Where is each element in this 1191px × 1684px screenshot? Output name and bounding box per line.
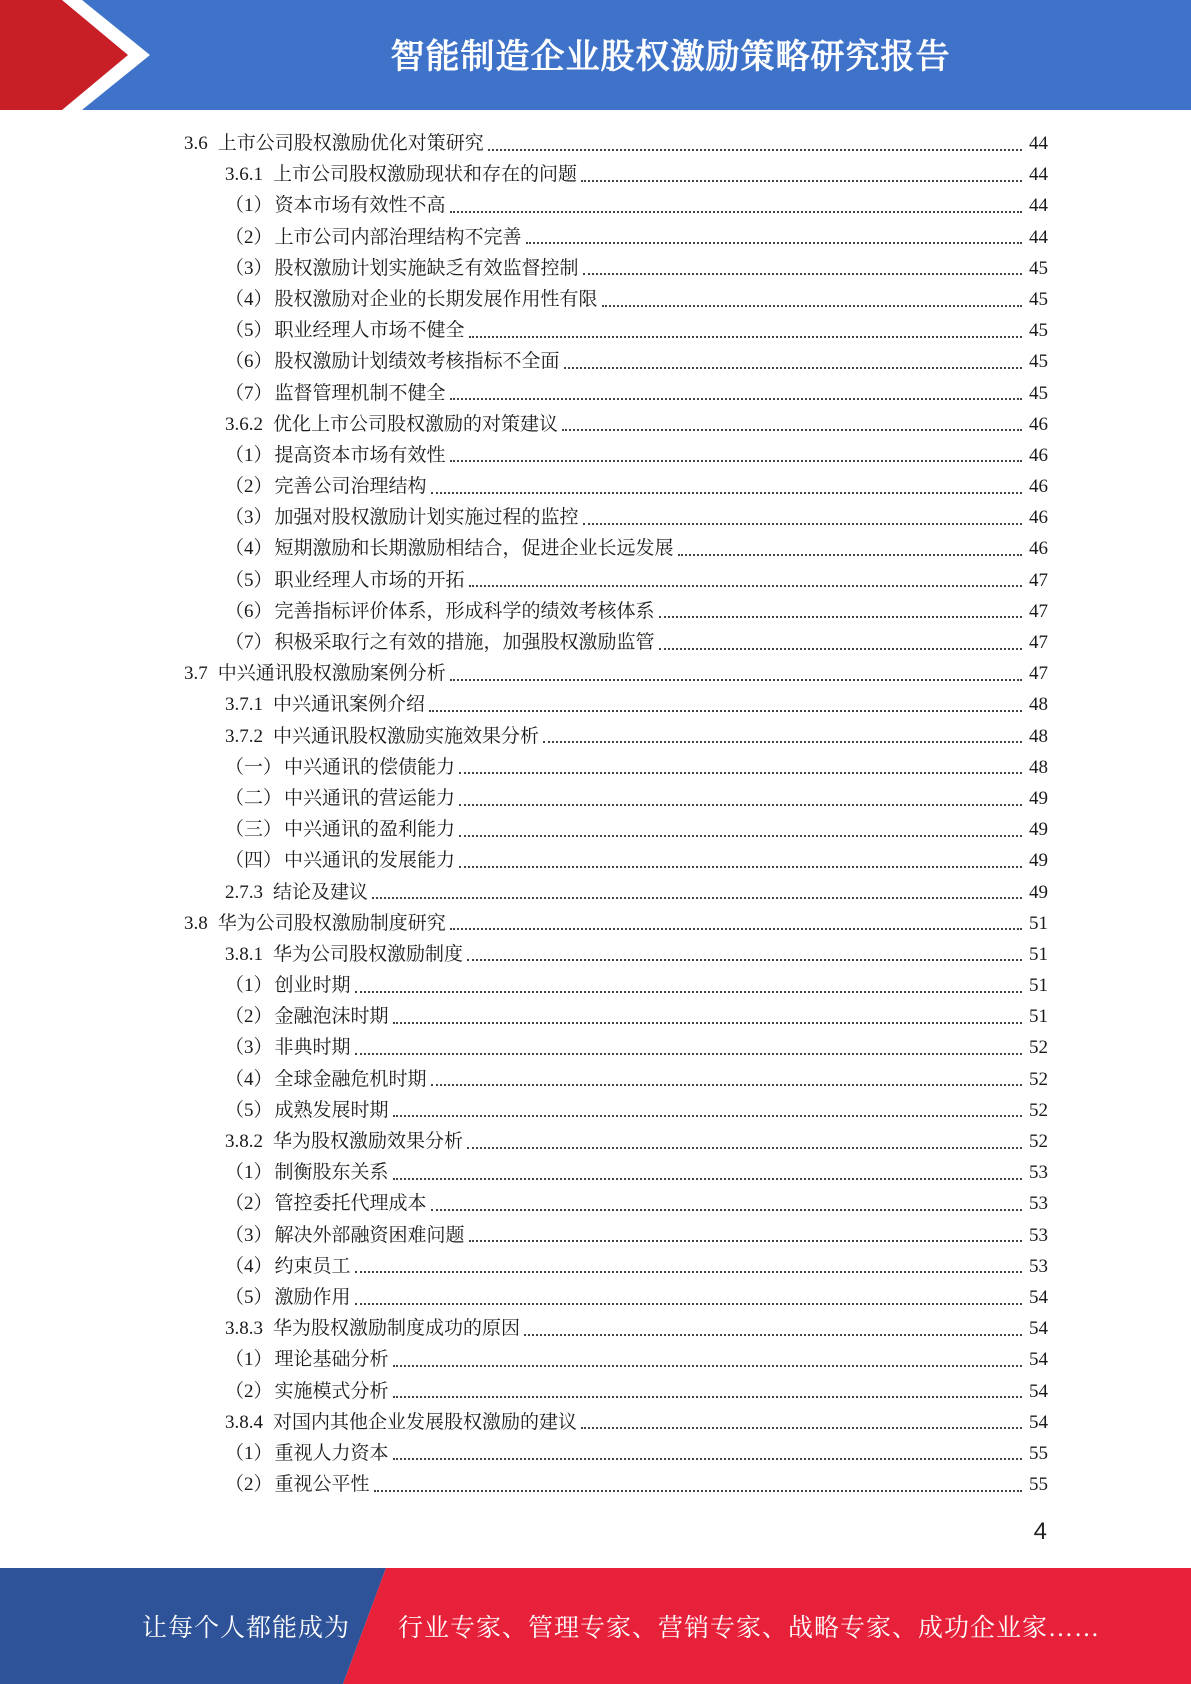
toc-entry-number: （4） — [225, 1255, 273, 1277]
toc-entry-number: （3） — [225, 257, 273, 279]
toc-entry-title: 中兴通讯案例介绍 — [273, 694, 426, 716]
toc-dot-leader — [355, 1053, 1022, 1055]
toc-entry[interactable] — [184, 627, 1048, 658]
toc-entry-page: 49 — [1029, 787, 1048, 809]
toc-entry[interactable] — [184, 471, 1048, 502]
toc-dot-leader — [459, 835, 1022, 837]
toc-dot-leader — [393, 1115, 1022, 1117]
toc-entry-page: 48 — [1029, 694, 1048, 716]
toc-entry-number: （2） — [225, 226, 273, 248]
toc-entry-number: （6） — [225, 600, 273, 622]
toc-entry-number: 3.7.1 — [225, 694, 263, 716]
toc-dot-leader — [355, 1303, 1022, 1305]
toc-entry[interactable] — [184, 378, 1048, 409]
toc-entry-title: 华为公司股权激励制度研究 — [217, 912, 446, 934]
toc-entry-number: （1） — [225, 444, 273, 466]
toc-entry[interactable] — [184, 1438, 1048, 1469]
toc-entry[interactable] — [184, 253, 1048, 284]
toc-entry[interactable] — [184, 1064, 1048, 1095]
toc-entry[interactable] — [184, 658, 1048, 689]
toc-dot-leader — [374, 1490, 1022, 1492]
toc-entry[interactable] — [184, 1313, 1048, 1344]
toc-dot-leader — [372, 897, 1022, 899]
toc-dot-leader — [659, 648, 1022, 650]
toc-entry-number: （二） — [225, 787, 283, 809]
footer-banner — [0, 1568, 1191, 1684]
toc-entry-page: 52 — [1029, 1099, 1048, 1121]
toc-dot-leader — [431, 1084, 1022, 1086]
toc-entry-page: 54 — [1029, 1286, 1048, 1308]
toc-entry-title: 结论及建议 — [273, 881, 369, 903]
toc-entry-number: （2） — [225, 1193, 273, 1215]
toc-entry-page: 54 — [1029, 1318, 1048, 1340]
toc-entry-title: 成熟发展时期 — [274, 1099, 389, 1121]
toc-entry-page: 46 — [1029, 476, 1048, 498]
toc-entry-number: （1） — [225, 1162, 273, 1184]
toc-entry-page: 51 — [1029, 1006, 1048, 1028]
toc-entry-page: 49 — [1029, 881, 1048, 903]
toc-entry-title: 优化上市公司股权激励的对策建议 — [273, 413, 559, 435]
toc-dot-leader — [459, 772, 1022, 774]
toc-entry[interactable] — [184, 222, 1048, 253]
toc-entry[interactable] — [184, 1344, 1048, 1375]
toc-entry-number: 3.7.2 — [225, 725, 263, 747]
toc-dot-leader — [678, 554, 1022, 556]
toc-entry[interactable] — [184, 596, 1048, 627]
toc-dot-leader — [459, 804, 1022, 806]
toc-entry-title: 金融泡沫时期 — [274, 1006, 389, 1028]
toc-entry-number: （7） — [225, 382, 273, 404]
toc-entry-page: 47 — [1029, 569, 1048, 591]
toc-entry[interactable] — [184, 1220, 1048, 1251]
toc-dot-leader — [450, 460, 1022, 462]
toc-entry-number: （三） — [225, 819, 283, 841]
toc-entry-number: 3.6.2 — [225, 413, 263, 435]
toc-entry-title: 上市公司内部治理结构不完善 — [274, 226, 522, 248]
toc-entry-title: 积极采取行之有效的措施，加强股权激励监管 — [274, 632, 655, 653]
toc-entry-title: 实施模式分析 — [274, 1380, 389, 1402]
toc-entry-title: 非典时期 — [274, 1037, 351, 1059]
toc-entry-page: 54 — [1029, 1349, 1048, 1371]
toc-entry-number: 3.8.1 — [225, 943, 263, 965]
toc-dot-leader — [355, 1271, 1022, 1273]
toc-entry-number: 2.7.3 — [225, 881, 263, 903]
chevron-logo — [0, 0, 160, 110]
toc-entry-number: （5） — [225, 1099, 273, 1121]
toc-dot-leader — [450, 211, 1022, 213]
toc-entry-page: 51 — [1029, 943, 1048, 965]
toc-entry-title: 上市公司股权激励现状和存在的问题 — [273, 164, 578, 186]
toc-entry-number: 3.8.4 — [225, 1411, 263, 1433]
toc-dot-leader — [602, 305, 1022, 307]
toc-entry[interactable] — [184, 1282, 1048, 1313]
toc-entry-number: （5） — [225, 569, 273, 591]
toc-entry-title: 创业时期 — [274, 975, 351, 997]
toc-entry-page: 46 — [1029, 444, 1048, 466]
toc-entry[interactable] — [184, 284, 1048, 315]
toc-entry-page: 46 — [1029, 538, 1048, 560]
toc-dot-leader — [524, 1334, 1022, 1336]
toc-entry-title: 重视公平性 — [274, 1474, 370, 1496]
toc-dot-leader — [450, 679, 1022, 681]
toc-dot-leader — [429, 710, 1022, 712]
toc-entry[interactable] — [184, 1376, 1048, 1407]
toc-dot-leader — [393, 1178, 1022, 1180]
toc-entry-page: 53 — [1029, 1224, 1048, 1246]
toc-entry-title: 完善指标评价体系，形成科学的绩效考核体系 — [274, 600, 655, 622]
toc-entry[interactable] — [184, 1157, 1048, 1188]
toc-entry-number: （6） — [225, 351, 273, 373]
table-of-contents — [184, 128, 1048, 1500]
toc-entry-title: 职业经理人市场不健全 — [274, 320, 465, 342]
toc-dot-leader — [431, 492, 1022, 494]
toc-entry-page: 54 — [1029, 1411, 1048, 1433]
toc-entry-title: 解决外部融资困难问题 — [274, 1224, 465, 1246]
toc-entry-page: 46 — [1029, 413, 1048, 435]
toc-entry-page: 44 — [1029, 226, 1048, 248]
toc-entry[interactable] — [184, 190, 1048, 221]
toc-dot-leader — [467, 1147, 1022, 1149]
toc-entry[interactable] — [184, 845, 1048, 876]
toc-entry-page: 53 — [1029, 1193, 1048, 1215]
toc-entry[interactable] — [184, 533, 1048, 564]
toc-entry-title: 提高资本市场有效性 — [274, 444, 446, 466]
toc-entry-page: 53 — [1029, 1162, 1048, 1184]
toc-entry-title: 华为股权激励制度成功的原因 — [273, 1318, 521, 1340]
toc-entry-title: 中兴通讯的发展能力 — [284, 850, 456, 872]
toc-entry[interactable] — [184, 440, 1048, 471]
toc-entry-number: （5） — [225, 320, 273, 342]
toc-entry-page: 52 — [1029, 1037, 1048, 1059]
toc-entry-page: 45 — [1029, 288, 1048, 310]
toc-entry[interactable] — [184, 1407, 1048, 1438]
toc-entry-title: 理论基础分析 — [274, 1349, 389, 1371]
toc-entry[interactable] — [184, 315, 1048, 346]
toc-entry-page: 55 — [1029, 1474, 1048, 1496]
toc-entry[interactable] — [184, 1095, 1048, 1126]
toc-entry-title: 约束员工 — [274, 1255, 351, 1277]
toc-entry[interactable] — [184, 877, 1048, 908]
toc-entry-title: 华为公司股权激励制度 — [273, 943, 464, 965]
toc-entry-page: 48 — [1029, 756, 1048, 778]
toc-entry-number: 3.8 — [184, 912, 208, 934]
toc-dot-leader — [469, 1240, 1022, 1242]
toc-entry-number: （3） — [225, 507, 273, 529]
toc-entry[interactable] — [184, 752, 1048, 783]
toc-entry-title: 监督管理机制不健全 — [274, 382, 446, 404]
toc-dot-leader — [393, 1458, 1022, 1460]
toc-entry[interactable] — [184, 908, 1048, 939]
toc-entry-number: 3.8.3 — [225, 1318, 263, 1340]
toc-dot-leader — [526, 242, 1022, 244]
toc-entry-number: （4） — [225, 288, 273, 310]
toc-dot-leader — [581, 180, 1022, 182]
toc-entry[interactable] — [184, 502, 1048, 533]
toc-entry[interactable] — [184, 1188, 1048, 1219]
toc-entry-page: 49 — [1029, 819, 1048, 841]
toc-dot-leader — [659, 616, 1022, 618]
toc-dot-leader — [564, 367, 1022, 369]
toc-entry-number: （1） — [225, 975, 273, 997]
toc-entry-number: 3.6 — [184, 133, 208, 154]
toc-entry-title: 股权激励对企业的长期发展作用性有限 — [274, 288, 598, 310]
toc-dot-leader — [583, 273, 1022, 275]
toc-entry-title: 股权激励计划绩效考核指标不全面 — [274, 351, 560, 373]
toc-entry[interactable] — [184, 814, 1048, 845]
toc-entry-title: 中兴通讯股权激励案例分析 — [217, 663, 446, 685]
toc-dot-leader — [431, 1209, 1022, 1211]
toc-entry-title: 股权激励计划实施缺乏有效监督控制 — [274, 257, 579, 279]
toc-entry-page: 47 — [1029, 663, 1048, 685]
toc-entry[interactable] — [184, 1001, 1048, 1032]
toc-dot-leader — [488, 149, 1022, 151]
toc-entry-page: 49 — [1029, 850, 1048, 872]
toc-entry-page: 48 — [1029, 725, 1048, 747]
toc-entry-page: 44 — [1029, 164, 1048, 186]
header-banner — [0, 0, 1191, 110]
toc-entry-title: 管控委托代理成本 — [274, 1193, 427, 1215]
toc-entry-title: 加强对股权激励计划实施过程的监控 — [274, 507, 579, 529]
toc-entry-title: 重视人力资本 — [274, 1442, 389, 1464]
toc-entry-title: 中兴通讯的营运能力 — [284, 787, 456, 809]
chevron-red-shape — [0, 0, 128, 110]
toc-entry-page: 54 — [1029, 1380, 1048, 1402]
toc-entry[interactable] — [184, 1469, 1048, 1500]
toc-entry-number: （2） — [225, 1380, 273, 1402]
toc-entry-number: （2） — [225, 1006, 273, 1028]
toc-entry-title: 全球金融危机时期 — [274, 1068, 427, 1090]
toc-entry-number: （3） — [225, 1037, 273, 1059]
toc-entry-title: 上市公司股权激励优化对策研究 — [217, 133, 484, 154]
toc-entry[interactable] — [184, 939, 1048, 970]
toc-entry-number: （四） — [225, 850, 283, 872]
toc-entry-number: （4） — [225, 538, 273, 560]
toc-entry[interactable] — [184, 1251, 1048, 1282]
toc-entry-page: 45 — [1029, 257, 1048, 279]
toc-entry[interactable] — [184, 1126, 1048, 1157]
toc-entry-number: （1） — [225, 195, 273, 217]
toc-entry-page: 55 — [1029, 1442, 1048, 1464]
toc-entry[interactable] — [184, 1032, 1048, 1063]
toc-dot-leader — [469, 336, 1022, 338]
toc-entry-number: （7） — [225, 632, 273, 653]
toc-dot-leader — [469, 585, 1022, 587]
footer-slogan-left: 让每个人都能成为 — [142, 1615, 351, 1642]
toc-entry-number: （一） — [225, 756, 283, 778]
footer-slogan-right: 行业专家、管理专家、营销专家、战略专家、成功企业家…… — [398, 1615, 1101, 1642]
toc-entry-title: 中兴通讯的盈利能力 — [284, 819, 456, 841]
toc-entry-title: 制衡股东关系 — [274, 1162, 389, 1184]
toc-dot-leader — [450, 928, 1022, 930]
toc-entry-page: 47 — [1029, 632, 1048, 653]
toc-entry-number: 3.7 — [184, 663, 208, 685]
toc-entry-page: 44 — [1029, 133, 1048, 154]
toc-entry-page: 51 — [1029, 912, 1048, 934]
toc-dot-leader — [393, 1396, 1022, 1398]
toc-entry[interactable] — [184, 689, 1048, 720]
toc-entry-page: 52 — [1029, 1068, 1048, 1090]
toc-entry-page: 52 — [1029, 1131, 1048, 1152]
toc-dot-leader — [583, 523, 1022, 525]
toc-entry[interactable] — [184, 346, 1048, 377]
toc-entry-title: 资本市场有效性不高 — [274, 195, 446, 217]
page-number: 4 — [1033, 1518, 1047, 1545]
toc-entry-page: 53 — [1029, 1255, 1048, 1277]
toc-dot-leader — [393, 1365, 1022, 1367]
toc-entry[interactable] — [184, 159, 1048, 190]
toc-entry-page: 46 — [1029, 507, 1048, 529]
toc-dot-leader — [355, 991, 1022, 993]
toc-entry-page: 44 — [1029, 195, 1048, 217]
toc-entry-title: 短期激励和长期激励相结合，促进企业长远发展 — [274, 538, 674, 560]
toc-entry-number: 3.8.2 — [225, 1131, 263, 1152]
toc-entry-title: 中兴通讯股权激励实施效果分析 — [273, 725, 540, 747]
toc-entry-title: 中兴通讯的偿债能力 — [284, 756, 456, 778]
toc-entry-number: （5） — [225, 1286, 273, 1308]
toc-entry[interactable] — [184, 128, 1048, 159]
toc-entry-number: 3.6.1 — [225, 164, 263, 186]
toc-entry-title: 职业经理人市场的开拓 — [274, 569, 465, 591]
toc-dot-leader — [450, 398, 1022, 400]
toc-entry-number: （2） — [225, 1474, 273, 1496]
toc-dot-leader — [581, 1427, 1022, 1429]
toc-entry[interactable] — [184, 565, 1048, 596]
toc-entry[interactable] — [184, 783, 1048, 814]
toc-dot-leader — [562, 429, 1022, 431]
toc-entry-page: 51 — [1029, 975, 1048, 997]
report-title: 智能制造企业股权激励策略研究报告 — [390, 36, 951, 77]
toc-entry-page: 45 — [1029, 382, 1048, 404]
toc-dot-leader — [467, 959, 1022, 961]
toc-dot-leader — [459, 866, 1022, 868]
toc-entry-page: 47 — [1029, 600, 1048, 622]
toc-entry-title: 完善公司治理结构 — [274, 476, 427, 498]
toc-dot-leader — [393, 1022, 1022, 1024]
toc-entry-number: （2） — [225, 476, 273, 498]
toc-dot-leader — [543, 741, 1022, 743]
toc-entry-number: （3） — [225, 1224, 273, 1246]
toc-entry-page: 45 — [1029, 320, 1048, 342]
toc-entry-number: （4） — [225, 1068, 273, 1090]
toc-entry[interactable] — [184, 721, 1048, 752]
toc-entry-number: （1） — [225, 1442, 273, 1464]
toc-entry[interactable] — [184, 970, 1048, 1001]
toc-entry[interactable] — [184, 409, 1048, 440]
toc-entry-page: 45 — [1029, 351, 1048, 373]
toc-entry-title: 华为股权激励效果分析 — [273, 1131, 464, 1152]
toc-entry-number: （1） — [225, 1349, 273, 1371]
toc-entry-title: 激励作用 — [274, 1286, 351, 1308]
toc-entry-title: 对国内其他企业发展股权激励的建议 — [273, 1411, 578, 1433]
